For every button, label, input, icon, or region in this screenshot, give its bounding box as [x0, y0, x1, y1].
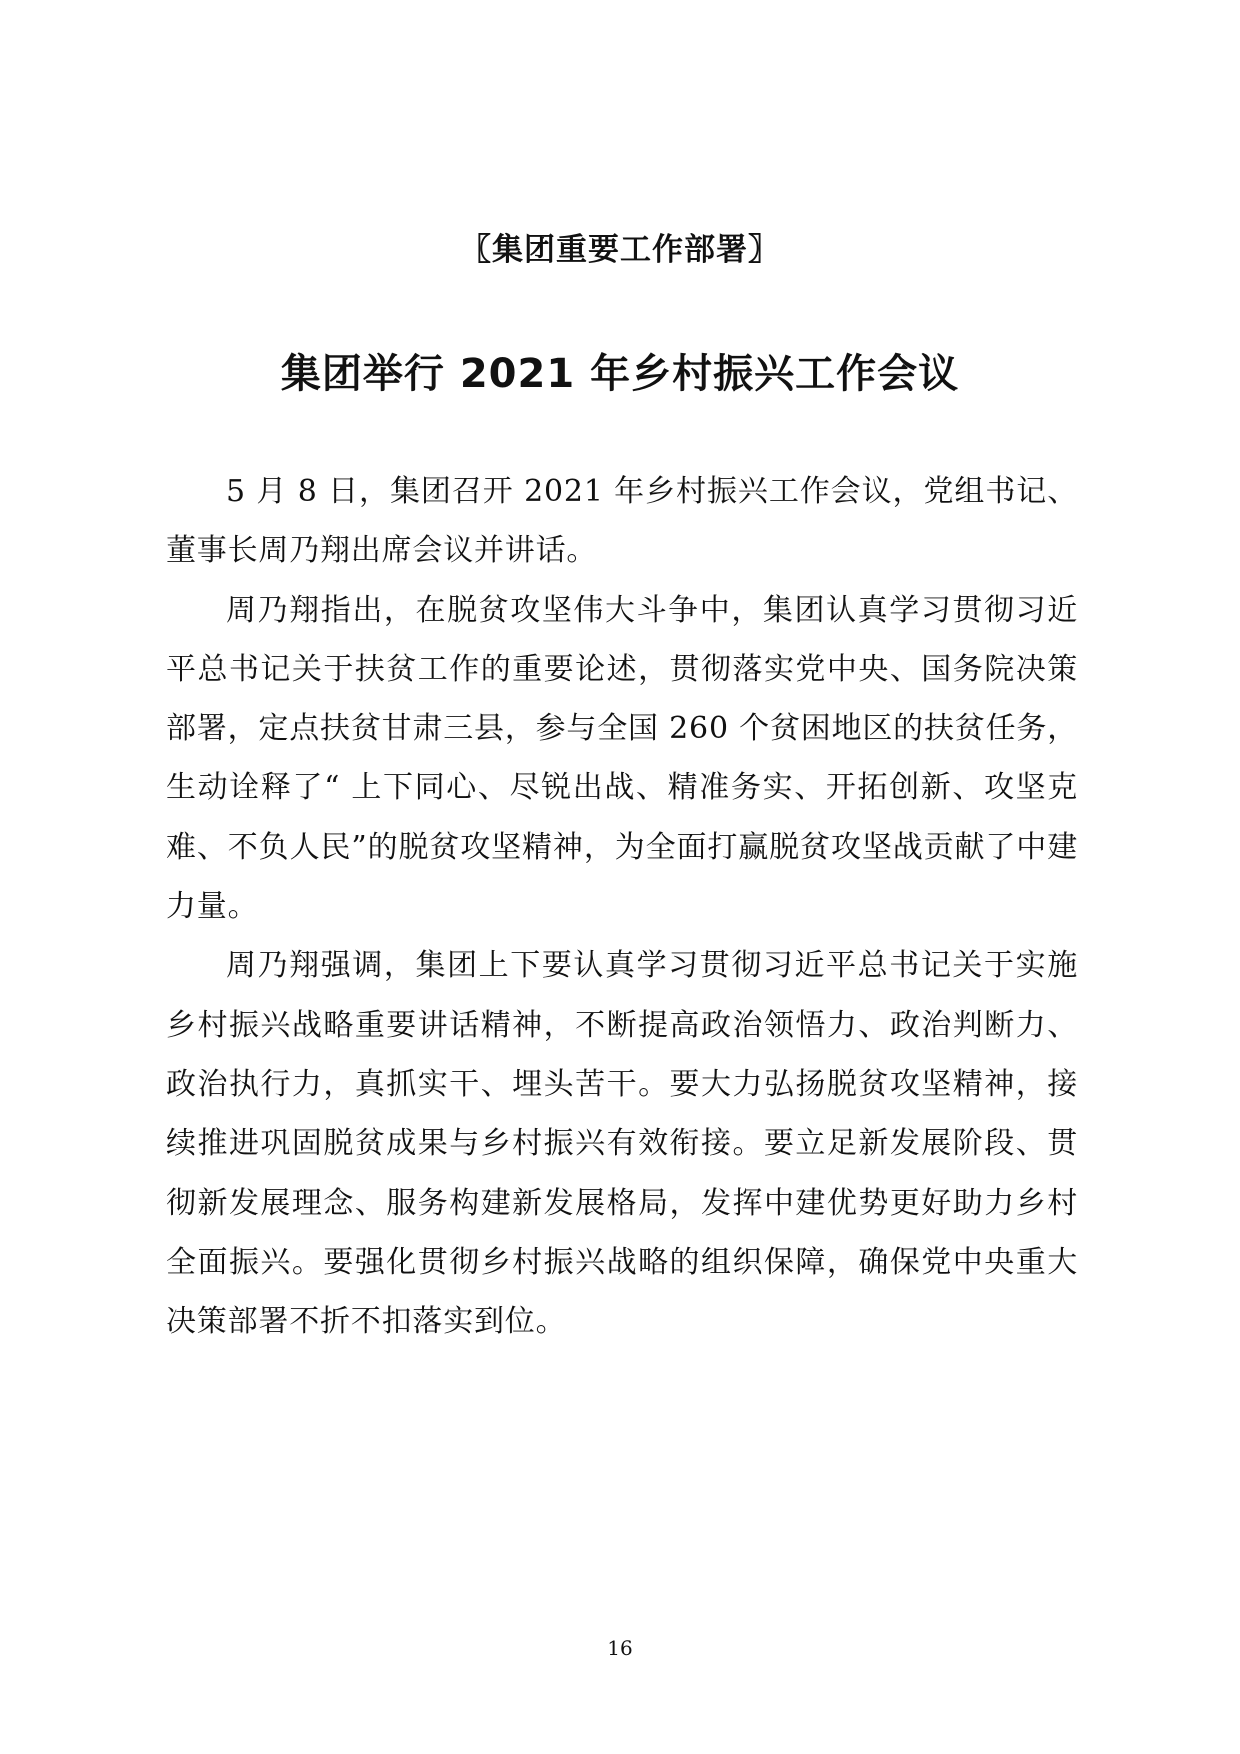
paragraph-1: 5 月 8 日，集团召开 2021 年乡村振兴工作会议，党组书记、董事长周乃翔出席会议并讲话。: [166, 474, 1078, 569]
page-number: 16: [607, 1636, 633, 1660]
paragraph-2: 周乃翔指出，在脱贫攻坚伟大斗争中，集团认真学习贯彻习近平总书记关于扶贫工作的重要论述，贯彻落实党中央、国务院决策部署，定点扶贫甘肃三县，参与全国 260 个贫困地区的扶贫任务，生动诠释了“ 上下同心、尽锐出战、精准务实、开拓创新、攻坚克难、不负人民”的脱贫攻坚精神，为全面打赢脱贫攻坚战贡献了中建力量。: [166, 592, 1078, 925]
paragraph-3: 周乃翔强调，集团上下要认真学习贯彻习近平总书记关于实施乡村振兴战略重要讲话精神，不断提高政治领悟力、政治判断力、政治执行力，真抓实干、埋头苦干。要大力弘扬脱贫攻坚精神，接续推进巩固脱贫成果与乡村振兴有效衔接。要立足新发展阶段、贯彻新发展理念、服务构建新发展格局，发挥中建优势更好助力乡村全面振兴。要强化贯彻乡村振兴战略的组织保障，确保党中央重大决策部署不折不扣落实到位。: [166, 948, 1078, 1340]
section-label: 〖集团重要工作部署〗: [460, 232, 780, 268]
article-body: [166, 462, 1078, 1351]
article-title: 集团举行 2021 年乡村振兴工作会议: [280, 351, 960, 397]
